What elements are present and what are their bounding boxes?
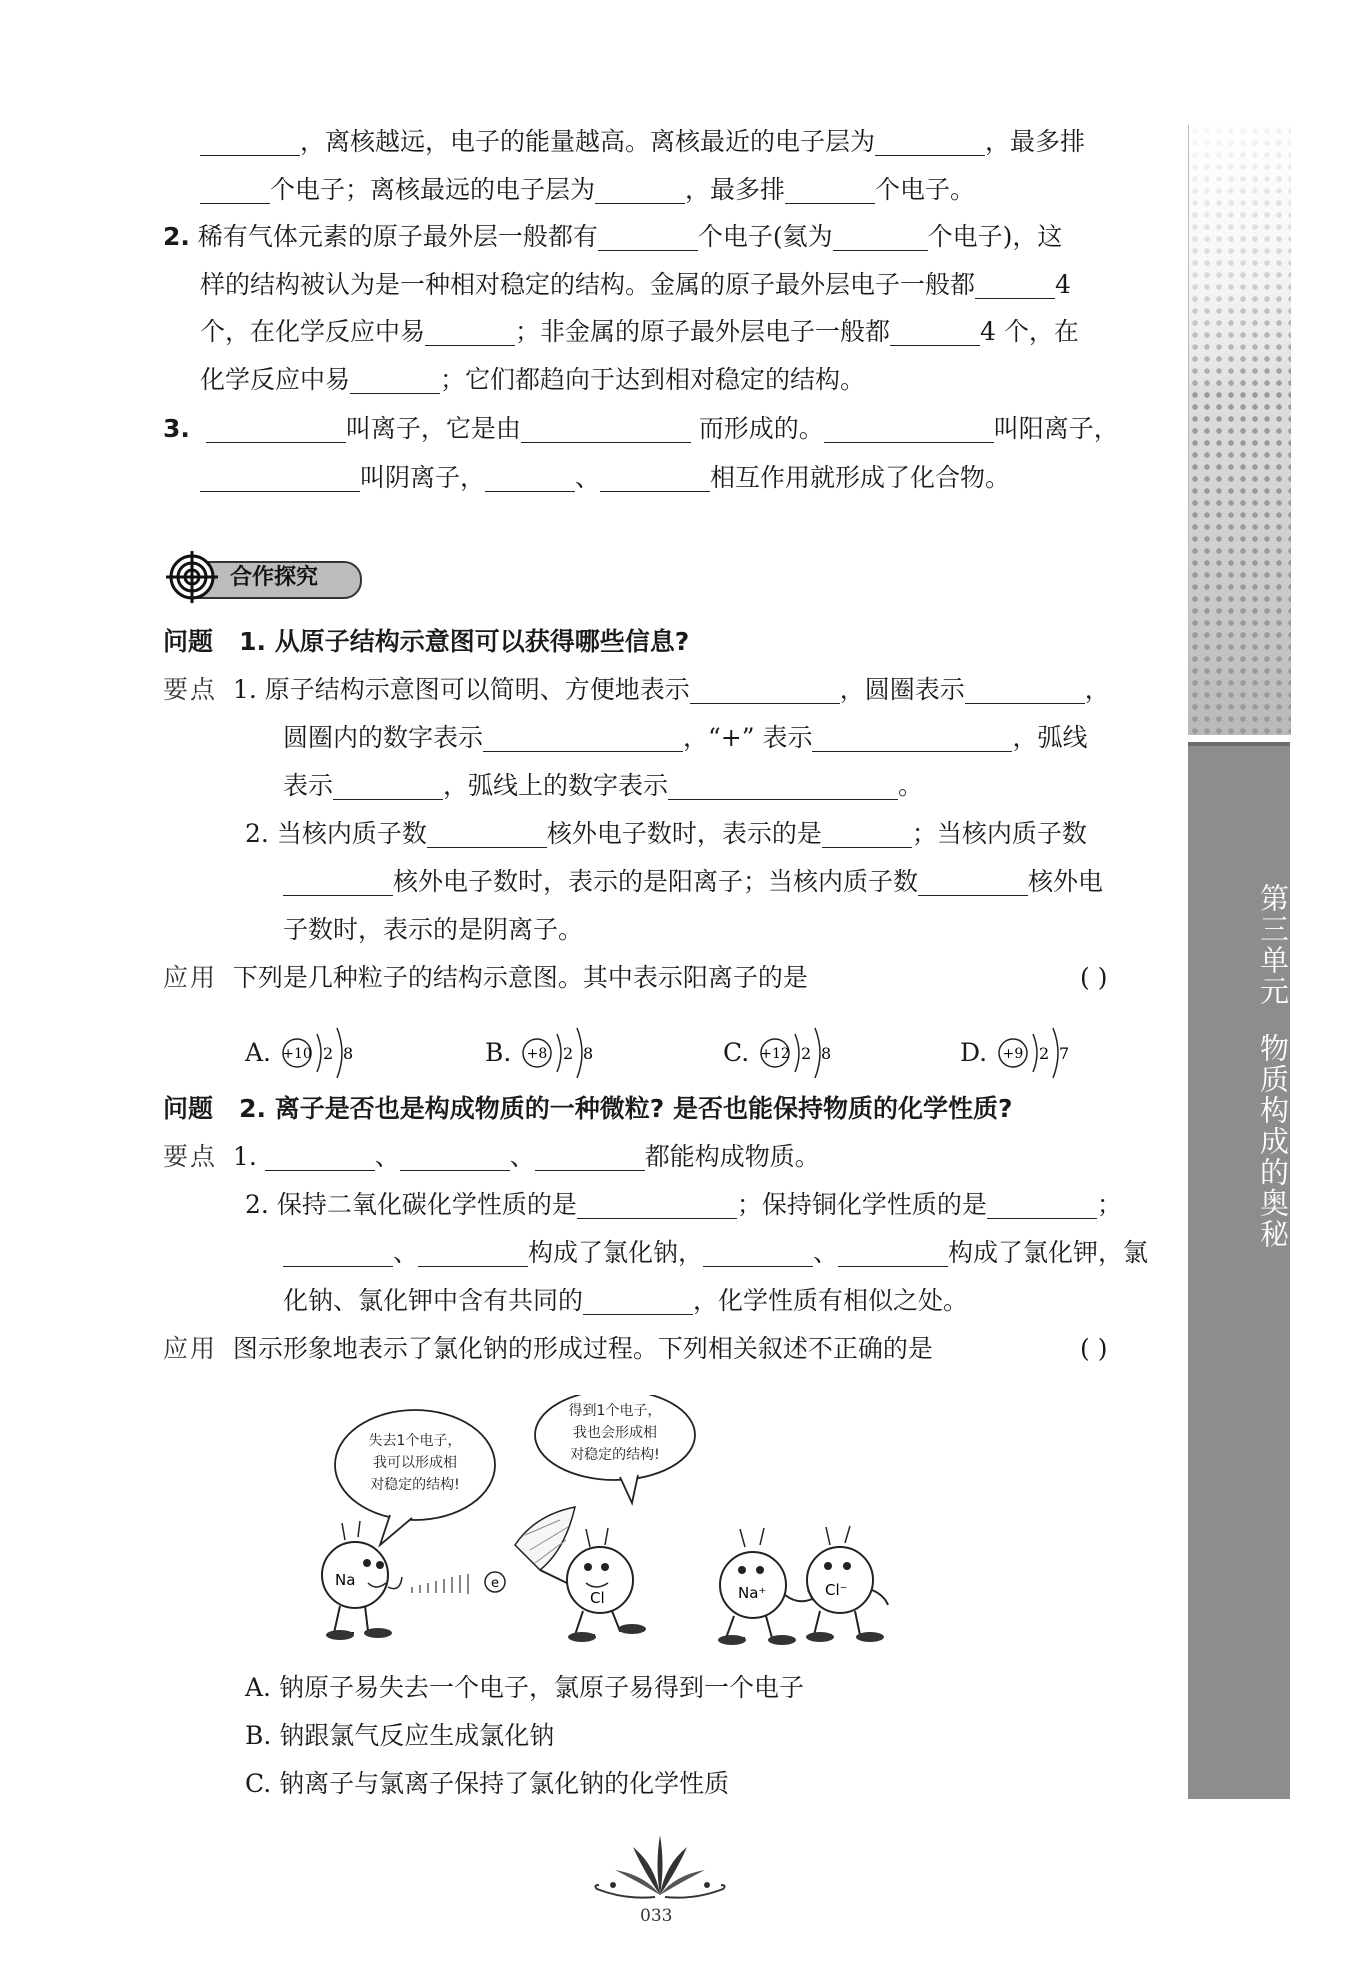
svg-text:+9: +9 [1002,1046,1024,1062]
svg-text:Cl⁻: Cl⁻ [825,1581,848,1599]
prob1-key-1-line-2: 圆圈内的数字表示 ，“+” 表示 ，弧线 [283,723,1088,752]
answer-blank[interactable] [833,226,928,251]
answer-blank[interactable] [668,775,898,800]
question-number: 2. [163,222,190,251]
answer-blank[interactable] [521,418,691,443]
sidebar-unit-title [1188,786,1290,1346]
prob2-key-2-line-2: 、 构成了氯化钠， 、 构成了氯化钾，氯 [283,1238,1148,1268]
svg-text:对稳定的结构!: 对稳定的结构! [370,1477,460,1493]
atom-diagram-a [279,1020,359,1086]
svg-text:2: 2 [801,1044,812,1063]
answer-blank[interactable] [200,131,300,156]
svg-text:8: 8 [821,1044,832,1063]
svg-text:Na: Na [335,1571,356,1589]
answer-blank[interactable] [485,467,575,492]
answer-blank[interactable] [200,179,270,204]
answer-blank[interactable] [595,179,685,204]
answer-blank[interactable] [350,369,440,394]
svg-text:+10: +10 [282,1046,312,1062]
answer-parentheses[interactable]: ( ) [1080,1334,1108,1363]
unit-sidebar [1188,742,1290,1799]
target-icon [162,547,222,607]
sidebar-shine [1189,125,1291,385]
svg-text:8: 8 [343,1044,354,1063]
answer-blank[interactable] [400,1146,510,1171]
svg-text:我也会形成相: 我也会形成相 [573,1425,657,1441]
answer-blank[interactable] [283,1242,393,1267]
svg-text:+8: +8 [527,1046,548,1062]
page-number: 033 [640,1906,673,1926]
svg-text:8: 8 [583,1044,594,1063]
svg-text:2: 2 [1039,1044,1050,1063]
prob2-application: 应用 图示形象地表示了氯化钠的形成过程。下列相关叙述不正确的是 [163,1334,933,1363]
speech-bubble-cl [535,1395,695,1503]
answer-blank[interactable] [875,131,985,156]
svg-text:2: 2 [323,1044,334,1063]
answer-blank[interactable] [483,727,683,752]
answer-blank[interactable] [283,871,393,896]
prob1-key-2-line-1: 2. 当核内质子数 核外电子数时，表示的是 ；当核内质子数 [245,819,1087,848]
option-c[interactable]: C. +12 2 8 [723,1020,837,1086]
sidebar-chapter: 物质构成的奥秘 [1256,1032,1290,1250]
prob1-key-2-line-2: 核外电子数时，表示的是阳离子；当核内质子数 核外电 [283,867,1103,897]
atom-diagram-c [757,1020,837,1086]
answer-blank[interactable] [812,727,1012,752]
answer-blank[interactable] [824,418,994,443]
sodium-chloride-formation-illustration [320,1395,1040,1650]
answer-blank[interactable] [583,1290,693,1315]
svg-text:2: 2 [563,1044,574,1063]
svg-text:我可以形成相: 我可以形成相 [373,1455,457,1471]
problem-2-title: 问题 2. 离子是否也是构成物质的一种微粒? 是否也能保持物质的化学性质? [163,1094,1013,1123]
q2-line-1: 2. 稀有气体元素的原子最外层一般都有 个电子(氦为 个电子)，这 [163,222,1063,251]
svg-text:7: 7 [1059,1044,1070,1063]
svg-text:Na⁺: Na⁺ [738,1584,767,1602]
choice-a[interactable]: A. 钠原子易失去一个电子，氯原子易得到一个电子 [245,1673,804,1702]
answer-blank[interactable] [890,321,980,346]
electron-trail [412,1572,505,1594]
section-title: 合作探究 [230,565,319,590]
prob1-key-2-line-3: 子数时，表示的是阴离子。 [283,915,584,944]
answer-blank[interactable] [822,823,912,848]
answer-blank[interactable] [200,467,360,492]
section-badge [160,553,360,601]
prob1-key-1-line-3: 表示 ，弧线上的数字表示 。 [283,771,924,800]
q1-line-1: ，离核越远，电子的能量越高。离核最近的电子层为 ，最多排 [200,127,1085,157]
option-a[interactable]: A. +10 2 8 [245,1020,359,1086]
answer-blank[interactable] [418,1242,528,1267]
choice-c[interactable]: C. 钠离子与氯离子保持了氯化钠的化学性质 [245,1769,730,1798]
answer-blank[interactable] [918,871,1028,896]
atom-diagram-d [995,1020,1075,1086]
answer-blank[interactable] [206,418,346,443]
prob1-key-1-line-1: 要点 1. 原子结构示意图可以简明、方便地表示 ，圆圈表示 ， [163,675,1110,704]
q3-line-1: 3. 叫离子，它是由 而形成的。 叫阳离子， [163,414,1119,443]
q2-line-4: 化学反应中易 ；它们都趋向于达到相对稳定的结构。 [200,365,866,394]
option-b[interactable]: B. +8 2 8 [485,1020,599,1086]
choice-b[interactable]: B. 钠跟氯气反应生成氯化钠 [245,1721,555,1750]
answer-blank[interactable] [600,467,710,492]
prob2-key-2-line-3: 化钠、氯化钾中含有共同的 ，化学性质有相似之处。 [283,1286,969,1315]
answer-parentheses[interactable]: ( ) [1080,963,1108,992]
answer-blank[interactable] [703,1242,813,1267]
answer-blank[interactable] [577,1194,737,1219]
prob2-key-1: 要点 1. 、 、 都能构成物质。 [163,1142,820,1171]
prob2-key-2-line-1: 2. 保持二氧化碳化学性质的是 ；保持铜化学性质的是 ； [245,1190,1122,1219]
answer-blank[interactable] [425,321,515,346]
answer-blank[interactable] [535,1146,645,1171]
option-d[interactable]: D. +9 2 7 [960,1020,1075,1086]
sidebar-unit: 第三单元 [1256,882,1290,1007]
floral-ornament-icon [585,1825,735,1905]
q2-line-3: 个，在化学反应中易 ；非金属的原子最外层电子一般都 4 个，在 [200,317,1079,346]
question-number: 3. [163,414,190,443]
svg-text:Cl: Cl [590,1589,605,1607]
q3-line-2: 叫阴离子， 、 相互作用就形成了化合物。 [200,463,1010,493]
sidebar-decoration [1188,125,1291,735]
svg-text:对稳定的结构!: 对稳定的结构! [570,1447,660,1463]
answer-blank[interactable] [975,274,1055,299]
sodium-ion-character [718,1528,812,1645]
answer-blank[interactable] [987,1194,1097,1219]
answer-blank[interactable] [785,179,875,204]
chloride-ion-character [806,1526,888,1642]
svg-text:得到1个电子，: 得到1个电子， [568,1403,662,1419]
answer-blank[interactable] [427,823,547,848]
svg-text:e: e [491,1576,499,1591]
q1-line-2: 个电子；离核最远的电子层为 ，最多排 个电子。 [200,175,975,205]
chlorine-atom-character [567,1528,646,1642]
answer-blank[interactable] [598,226,698,251]
answer-blank[interactable] [690,679,840,704]
answer-blank[interactable] [838,1242,948,1267]
svg-text:+12: +12 [760,1046,790,1062]
answer-blank[interactable] [265,1146,375,1171]
answer-blank[interactable] [333,775,443,800]
q2-line-2: 样的结构被认为是一种相对稳定的结构。金属的原子最外层电子一般都 4 [200,270,1071,299]
prob1-application: 应用 下列是几种粒子的结构示意图。其中表示阳离子的是 [163,963,808,992]
answer-blank[interactable] [965,679,1085,704]
atom-diagram-b [519,1020,599,1086]
sodium-atom-character [322,1521,402,1640]
problem-1-title: 问题 1. 从原子结构示意图可以获得哪些信息? [163,627,690,656]
svg-text:失去1个电子，: 失去1个电子， [368,1433,462,1449]
